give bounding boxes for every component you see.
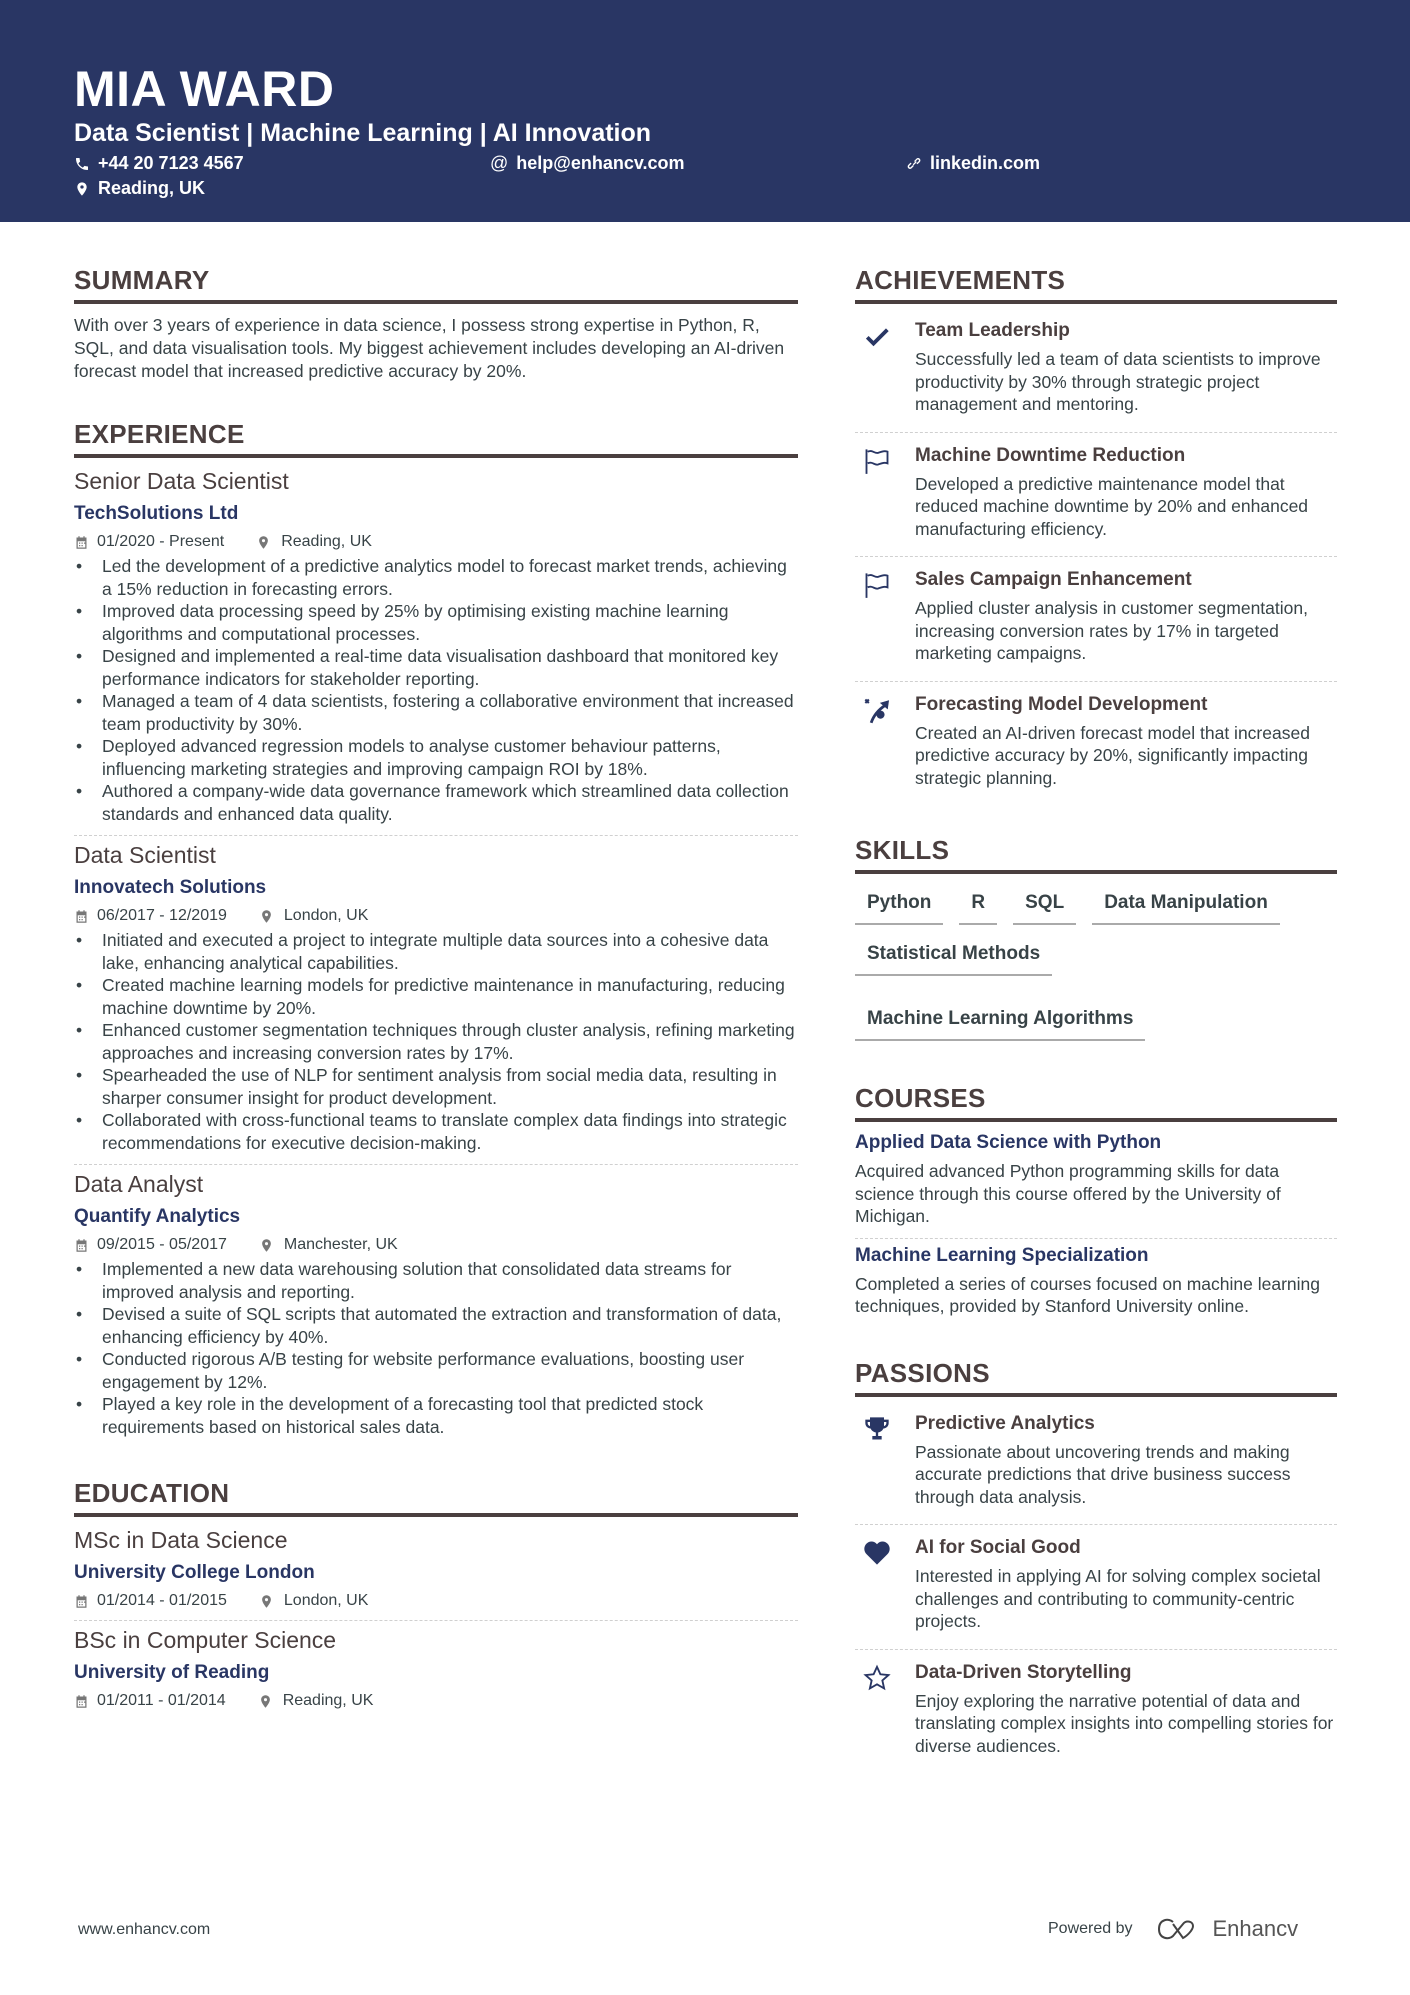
location-pin-icon — [259, 909, 274, 924]
job-dates: 09/2015 - 05/2017 — [97, 1236, 227, 1253]
candidate-name: MIA WARD — [74, 61, 335, 117]
location-pin-icon — [259, 1238, 274, 1253]
achievements-section — [855, 265, 1337, 795]
skills-section — [855, 835, 1337, 1041]
bullet: • Spearheaded the use of NLP for sentiment analysis from social media data, resulting in sharper consumer insight for product development. — [74, 1064, 798, 1109]
bullet: • Devised a suite of SQL scripts that automated the extraction and transformation of data, enhancing efficiency by 40%. — [74, 1303, 798, 1348]
job-entry — [74, 468, 798, 825]
footer-website[interactable]: www.enhancv.com — [78, 1921, 211, 1938]
bullet: • Improved data processing speed by 25% by optimising existing machine learning algorithms and computational processes. — [74, 600, 798, 645]
achievement-item — [855, 688, 1337, 796]
calendar-icon — [74, 1238, 89, 1253]
job-location — [259, 1236, 398, 1254]
passion-item — [855, 1656, 1337, 1764]
divider — [855, 1238, 1337, 1239]
degree: MSc in Data Science — [74, 1527, 288, 1553]
course-desc: Acquired advanced Python programming skills for data science through this course offered by the University of Michigan. — [855, 1161, 1281, 1226]
education-meta — [74, 1692, 798, 1710]
job-location-text: London, UK — [283, 907, 369, 924]
resume-header — [0, 0, 1410, 222]
contact-website[interactable] — [906, 153, 1040, 174]
job-entry — [74, 1171, 798, 1438]
company-name: Quantify Analytics — [74, 1206, 241, 1227]
calendar-icon — [74, 535, 89, 550]
job-entry — [74, 842, 798, 1154]
course-desc: Completed a series of courses focused on machine learning techniques, provided by Stanford University online. — [855, 1273, 1320, 1316]
school-name: University College London — [74, 1562, 315, 1583]
education-entry — [74, 1527, 798, 1610]
divider — [855, 432, 1337, 433]
achievement-title: Team Leadership — [915, 320, 1070, 341]
passion-title: Data-Driven Storytelling — [915, 1661, 1132, 1683]
bullet: • Managed a team of 4 data scientists, fostering a collaborative environment that increased team productivity by 30%. — [74, 690, 798, 735]
bullet: • Conducted rigorous A/B testing for website performance evaluations, boosting user engagement by 12%. — [74, 1348, 798, 1393]
job-location — [256, 533, 372, 551]
education-dates: 01/2011 - 01/2014 — [97, 1692, 226, 1709]
job-meta — [74, 1236, 798, 1254]
headline: Data Scientist | Machine Learning | AI Innovation — [74, 119, 652, 147]
skill-tag: Data Manipulation — [1092, 888, 1280, 925]
left-column — [74, 265, 798, 1746]
course-title: Machine Learning Specialization — [855, 1244, 1149, 1266]
flag-icon — [863, 447, 891, 475]
job-dates: 01/2020 - Present — [97, 533, 225, 550]
course-title: Applied Data Science with Python — [855, 1132, 1162, 1153]
divider — [855, 1524, 1337, 1525]
bullet: • Created machine learning models for predictive maintenance in manufacturing, reducing machine downtime by 20%. — [74, 974, 798, 1019]
section-title-passions: PASSIONS — [855, 1358, 1337, 1397]
section-title-courses: COURSES — [855, 1083, 1337, 1122]
job-location-text: Manchester, UK — [283, 1236, 398, 1253]
right-column — [855, 265, 1337, 1799]
divider — [855, 556, 1337, 557]
star-icon — [863, 1664, 891, 1692]
email-text[interactable]: help@enhancv.com — [516, 153, 685, 173]
passion-desc: Enjoy exploring the narrative potential of data and translating complex insights into compelling stories for diverse audiences. — [915, 1690, 1334, 1756]
job-bullets — [74, 929, 798, 1154]
trophy-icon — [863, 1415, 891, 1443]
footer-powered-by — [1048, 1916, 1298, 1942]
course-item — [855, 1245, 1337, 1318]
section-title-achievements: ACHIEVEMENTS — [855, 265, 1337, 304]
bullet: • Led the development of a predictive analytics model to forecast market trends, achieving a 15% reduction in forecasting errors. — [74, 555, 798, 600]
location-pin-icon — [258, 1694, 273, 1709]
course-item — [855, 1132, 1337, 1228]
achievement-desc: Applied cluster analysis in customer segmentation, increasing conversion rates by 17% in targeted marketing campaigns. — [915, 598, 1308, 663]
education-location-text: London, UK — [283, 1592, 369, 1609]
education-meta — [74, 1592, 798, 1610]
achievement-title: Machine Downtime Reduction — [915, 444, 1186, 466]
education-dates: 01/2014 - 01/2015 — [97, 1592, 227, 1609]
passion-title: Predictive Analytics — [915, 1412, 1095, 1434]
section-title-experience: EXPERIENCE — [74, 419, 798, 458]
enhancv-logo-icon — [1157, 1918, 1203, 1940]
divider — [74, 835, 798, 836]
bullet: • Enhanced customer segmentation techniques through cluster analysis, refining marketing approaches and increasing conversion rates by 17%. — [74, 1019, 798, 1064]
check-icon — [863, 322, 891, 350]
phone-text: +44 20 7123 4567 — [98, 153, 244, 173]
degree: BSc in Computer Science — [74, 1627, 337, 1653]
passion-item — [855, 1531, 1337, 1639]
skill-tag: Machine Learning Algorithms — [855, 1004, 1145, 1041]
location-pin-icon — [259, 1594, 274, 1609]
location-pin-icon — [74, 181, 90, 197]
bullet: • Implemented a new data warehousing solution that consolidated data streams for improved analysis and reporting. — [74, 1258, 798, 1303]
section-title-skills: SKILLS — [855, 835, 1337, 874]
skill-tag: Python — [855, 888, 943, 925]
education-location-text: Reading, UK — [282, 1692, 374, 1709]
achievement-desc: Successfully led a team of data scientists to improve productivity by 30% through strategic project management and mentoring. — [915, 349, 1321, 414]
website-text[interactable]: linkedin.com — [930, 153, 1041, 173]
bullet: • Designed and implemented a real-time data visualisation dashboard that monitored key performance indicators for stakeholder reporting. — [74, 645, 798, 690]
skill-tag: R — [959, 888, 997, 925]
bullet: • Initiated and executed a project to integrate multiple data sources into a cohesive data lake, enhancing analytical capabilities. — [74, 929, 798, 974]
location-pin-icon — [256, 535, 271, 550]
flag-icon — [863, 571, 891, 599]
link-icon — [906, 156, 922, 172]
company-name: TechSolutions Ltd — [74, 503, 239, 524]
summary-section — [74, 265, 798, 383]
job-title: Senior Data Scientist — [74, 468, 289, 494]
achievement-title: Forecasting Model Development — [915, 693, 1208, 715]
divider — [855, 681, 1337, 682]
phone-icon — [74, 156, 90, 172]
achievement-item — [855, 314, 1337, 422]
education-location — [258, 1692, 374, 1710]
passion-desc: Passionate about uncovering trends and making accurate predictions that drive business success through data analysis. — [915, 1441, 1291, 1507]
divider — [74, 1620, 798, 1621]
experience-section — [74, 419, 798, 1438]
passion-desc: Interested in applying AI for solving complex societal challenges and contributing to community-centric projects. — [915, 1566, 1321, 1631]
courses-section — [855, 1083, 1337, 1318]
education-location — [259, 1592, 369, 1610]
achievement-desc: Developed a predictive maintenance model that reduced machine downtime by 20% and enhanced manufacturing efficiency. — [915, 473, 1309, 539]
brand-name: Enhancv — [1212, 1916, 1299, 1941]
education-section — [74, 1478, 798, 1710]
bullet: • Deployed advanced regression models to analyse customer behaviour patterns, influencing marketing strategies and improving campaign ROI by 18%. — [74, 735, 798, 780]
calendar-icon — [74, 1694, 89, 1709]
bullet: • Collaborated with cross-functional teams to translate complex data findings into strategic recommendations for executive decision-making. — [74, 1109, 798, 1154]
contact-location — [74, 178, 205, 199]
achievement-item — [855, 439, 1337, 547]
summary-text: With over 3 years of experience in data science, I possess strong expertise in Python, R, SQL, and data visualisation tools. My biggest achievement includes developing an AI-driven forecast model that increased predictive accuracy by 20%. — [74, 315, 785, 381]
skills-list — [855, 888, 1337, 1041]
education-entry — [74, 1627, 798, 1710]
section-title-education: EDUCATION — [74, 1478, 798, 1517]
passion-title: AI for Social Good — [915, 1537, 1081, 1558]
job-title: Data Scientist — [74, 842, 216, 868]
job-bullets — [74, 555, 798, 825]
bullet: • Authored a company-wide data governance framework which streamlined data collection standards and enhanced data quality. — [74, 780, 798, 825]
job-title: Data Analyst — [74, 1171, 204, 1197]
powered-by-label: Powered by — [1048, 1920, 1133, 1937]
heart-icon — [863, 1539, 891, 1567]
divider — [74, 1164, 798, 1165]
school-name: University of Reading — [74, 1662, 270, 1683]
achievement-title: Sales Campaign Enhancement — [915, 569, 1192, 590]
calendar-icon — [74, 909, 89, 924]
contact-email[interactable] — [490, 153, 685, 174]
job-location-text: Reading, UK — [281, 533, 372, 550]
job-meta — [74, 533, 798, 551]
passion-item — [855, 1407, 1337, 1515]
bullet: • Played a key role in the development of a forecasting tool that predicted stock requirements based on historical sales data. — [74, 1393, 798, 1438]
job-dates: 06/2017 - 12/2019 — [97, 907, 227, 924]
job-location — [259, 907, 369, 925]
achievement-desc: Created an AI-driven forecast model that increased predictive accuracy by 20%, significantly impacting strategic planning. — [915, 722, 1310, 788]
brand-logo[interactable] — [1157, 1916, 1299, 1942]
section-title-summary: SUMMARY — [74, 265, 798, 304]
skill-tag: Statistical Methods — [855, 939, 1052, 976]
passions-section — [855, 1358, 1337, 1764]
at-icon: @ — [490, 153, 509, 173]
achievement-item — [855, 563, 1337, 671]
job-meta — [74, 907, 798, 925]
company-name: Innovatech Solutions — [74, 877, 267, 898]
strategy-icon — [863, 696, 891, 724]
skill-tag: SQL — [1013, 888, 1076, 925]
location-text: Reading, UK — [98, 178, 206, 198]
job-bullets — [74, 1258, 798, 1438]
calendar-icon — [74, 1594, 89, 1609]
divider — [855, 1649, 1337, 1650]
contact-phone — [74, 153, 244, 174]
